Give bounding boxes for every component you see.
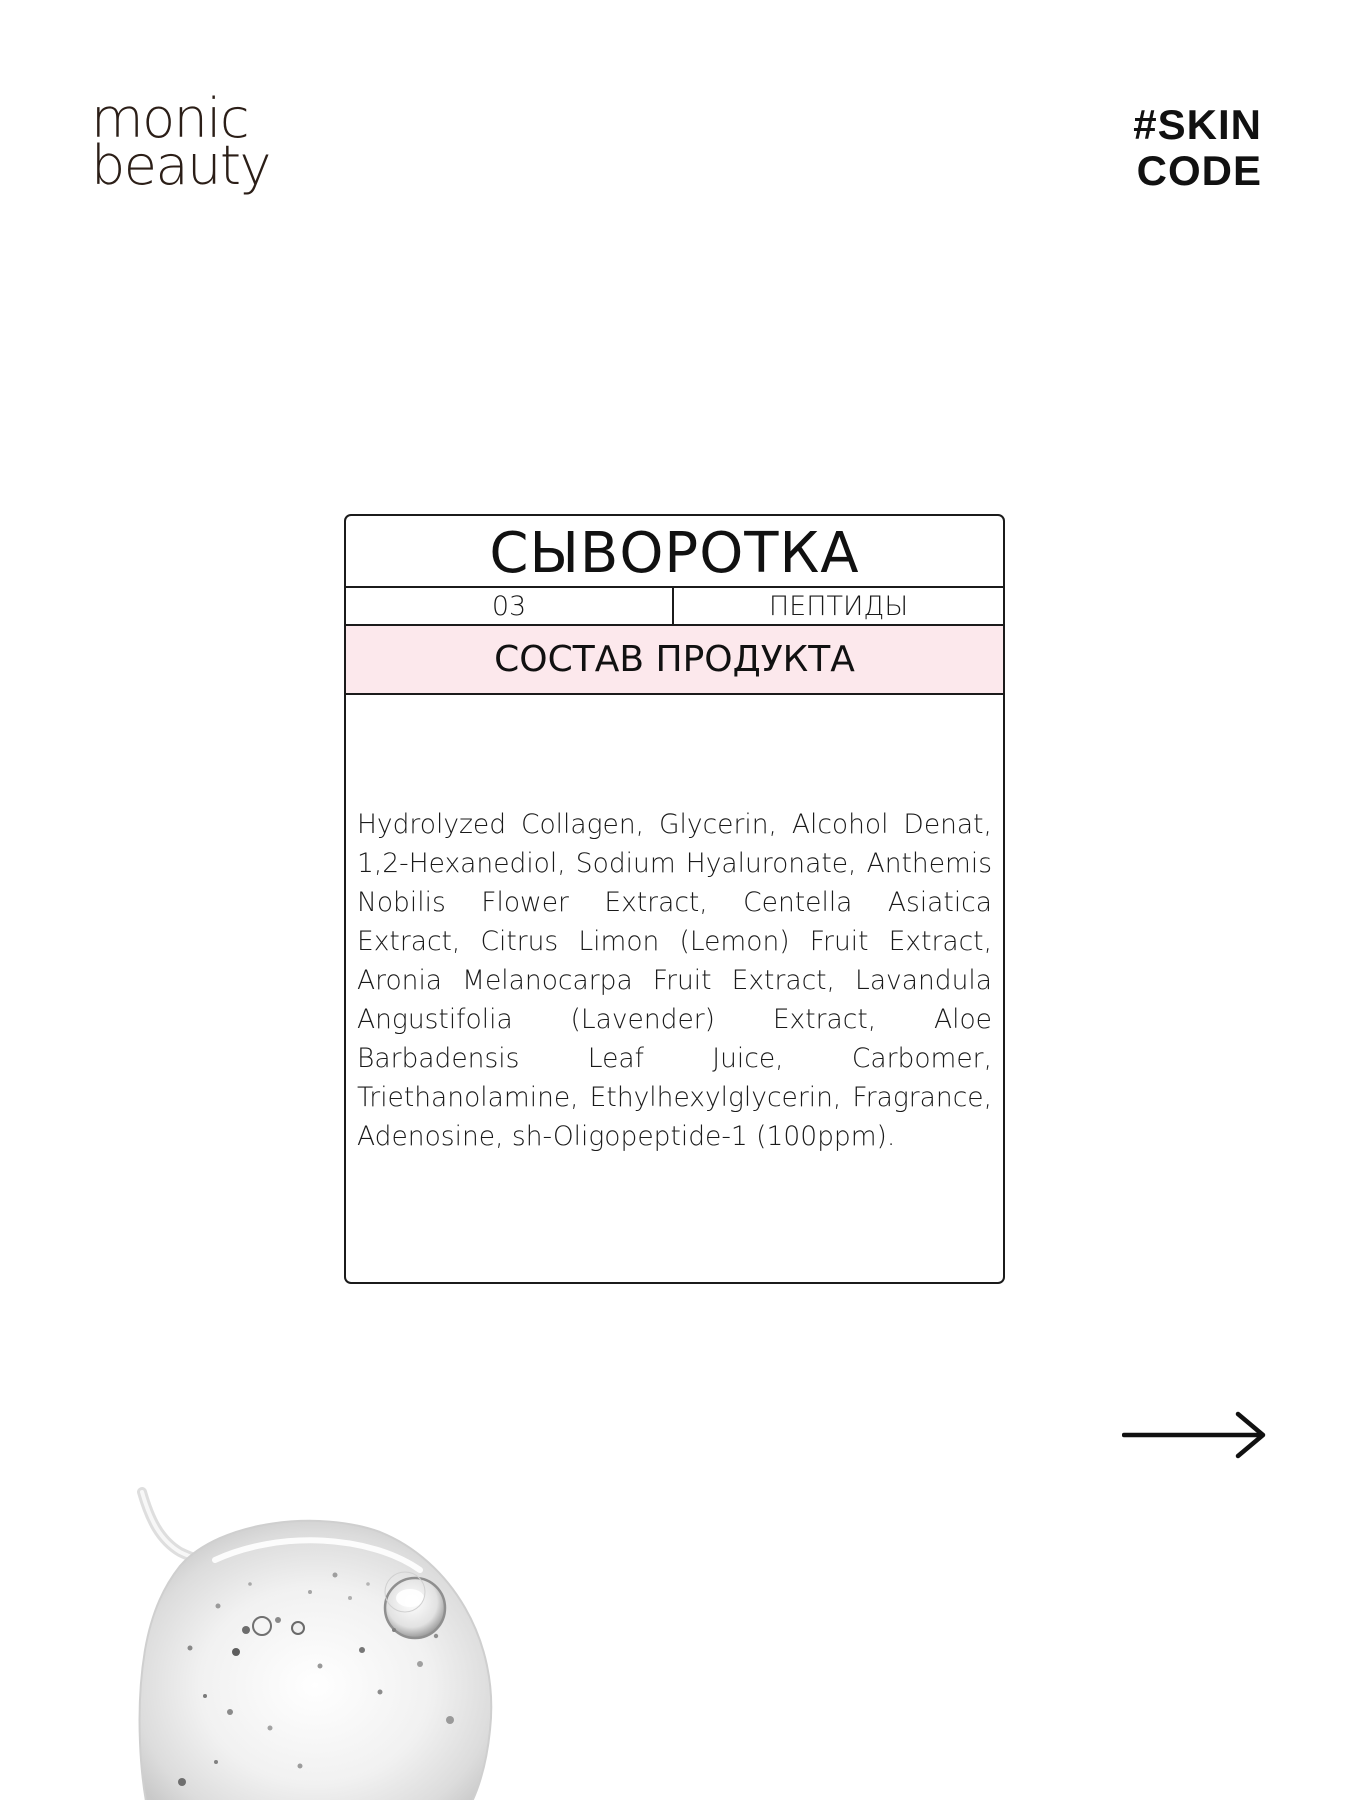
logo-line-1: monic: [91, 87, 249, 150]
skin-code-tag: [1133, 102, 1262, 194]
logo-line-2: beauty: [91, 134, 270, 197]
product-card: [344, 514, 1005, 1284]
serum-drop-image: [120, 1480, 540, 1800]
tag-line-2: CODE: [1136, 147, 1262, 194]
product-number: 03: [346, 588, 674, 624]
ingredients-text: Hydrolyzed Collagen, Glycerin, Alcohol Denat, 1,2-Hexanediol, Sodium Hyaluronate, Anthemis Nobilis Flower Extract, Centella Asiatica Extract, Citrus Limon (Lemon) Fruit Extract, Aronia Melanocarpa Fruit Extract, Lavandula Angustifolia (Lavender) Extract, Aloe Barbadensis Leaf Juice, Carbomer, Triethanolamine, Ethylhexylglycerin, Fragrance, Adenosine, sh-Oligopeptide-1 (100ppm).: [357, 809, 992, 1152]
section-heading: СОСТАВ ПРОДУКТА: [346, 626, 1003, 695]
product-category: ПЕПТИДЫ: [768, 590, 909, 622]
arrow-right-icon[interactable]: [1122, 1410, 1268, 1460]
product-meta-row: [346, 588, 1003, 626]
tag-line-1: #SKIN: [1133, 101, 1262, 148]
product-title: СЫВОРОТКА: [346, 516, 1003, 588]
brand-logo: [91, 87, 270, 197]
